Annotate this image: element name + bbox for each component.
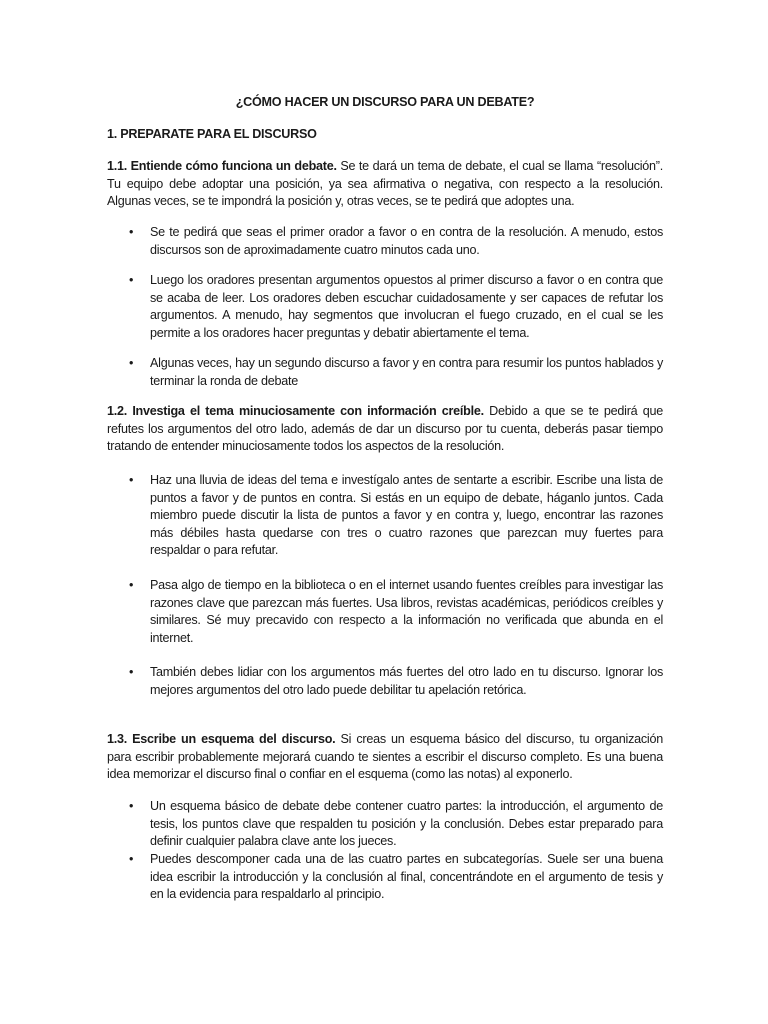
paragraph-1-2-lead: 1.2. Investiga el tema minuciosamente con información creíble. [107, 404, 484, 418]
bullet-glyph: • [129, 473, 134, 487]
bullet-glyph: • [129, 665, 134, 679]
bullet-list-1-2 [107, 472, 663, 560]
list-item [107, 355, 663, 390]
list-item [107, 664, 663, 699]
paragraph-1-3 [107, 731, 663, 784]
bullet-glyph: • [129, 273, 134, 287]
list-item [107, 798, 663, 851]
bullet-glyph: • [129, 799, 134, 813]
list-item [107, 224, 663, 259]
list-item-text: Un esquema básico de debate debe contener cuatro partes: la introducción, el argumento de tesis, los puntos clave que respalden tu posición y la conclusión. Debes estar preparado para definir cualquier palabra clave ante los jueces. [150, 799, 663, 848]
paragraph-1-2 [107, 403, 663, 456]
list-item-text: Se te pedirá que seas el primer orador a favor o en contra de la resolución. A menudo, estos discursos son de aproximadamente cuatro minutos cada uno. [150, 225, 663, 257]
list-item [107, 272, 663, 342]
section-heading-1: 1. PREPARATE PARA EL DISCURSO [107, 127, 317, 141]
paragraph-1-1-lead: 1.1. Entiende cómo funciona un debate. [107, 159, 337, 173]
paragraph-1-1 [107, 158, 663, 211]
page-title: ¿CÓMO HACER UN DISCURSO PARA UN DEBATE? [235, 95, 535, 109]
paragraph-1-3-lead: 1.3. Escribe un esquema del discurso. [107, 732, 336, 746]
list-item-text: También debes lidiar con los argumentos más fuertes del otro lado en tu discurso. Ignorar los mejores argumentos del otro lado puede debilitar tu apelación retórica. [150, 665, 663, 697]
bullet-glyph: • [129, 578, 134, 592]
bullet-list-1-2b [107, 577, 663, 647]
bullet-glyph: • [129, 852, 134, 866]
bullet-list-1-1c [107, 355, 663, 390]
paragraph-1-2-text: Debido a que se te pedirá que refutes los argumentos del otro lado, además de dar un discurso por tu cuenta, deberás pasar tiempo tratando de entender minuciosamente todos los aspectos de la resolución. [107, 404, 663, 453]
list-item-text: Luego los oradores presentan argumentos opuestos al primer discurso a favor o en contra que se acaba de leer. Los oradores deben escuchar cuidadosamente y ser capaces de refutar los argumentos. A menudo, hay segmentos que involucran el fuego cruzado, en el cual se les permite a los oradores hacer preguntas y debatir abiertamente el tema. [150, 273, 663, 340]
list-item [107, 472, 663, 560]
bullet-glyph: • [129, 225, 134, 239]
list-item-text: Pasa algo de tiempo en la biblioteca o en el internet usando fuentes creíbles para investigar las razones clave que parezcan más fuertes. Usa libros, revistas académicas, periódicos creíbles y similares. Sé muy precavido con respecto a la información no verificada que abunda en el internet. [150, 578, 663, 645]
list-item [107, 851, 663, 904]
bullet-list-1-1 [107, 224, 663, 259]
bullet-list-1-1b [107, 272, 663, 342]
list-item-text: Algunas veces, hay un segundo discurso a favor y en contra para resumir los puntos hablados y terminar la ronda de debate [150, 356, 663, 388]
list-item-text: Haz una lluvia de ideas del tema e investígalo antes de sentarte a escribir. Escribe una lista de puntos a favor y de puntos en contra. Si estás en un equipo de debate, háganlo juntos. Cada miembro puede discutir la lista de puntos a favor y en contra y, luego, encontrar las razones más débiles hasta quedarse con tres o cuatro razones que parezcan muy fuertes para respaldar o para refutar. [150, 473, 663, 557]
bullet-list-1-3 [107, 798, 663, 851]
list-item [107, 577, 663, 647]
paragraph-1-1-text: Se te dará un tema de debate, el cual se llama “resolución”. Tu equipo debe adoptar una posición, ya sea afirmativa o negativa, con respecto a la resolución. Algunas veces, se te impondrá la posición y, otras veces, se te pedirá que adoptes una. [107, 159, 663, 208]
bullet-list-1-3b [107, 851, 663, 904]
bullet-list-1-2c [107, 664, 663, 699]
list-item-text: Puedes descomponer cada una de las cuatro partes en subcategorías. Suele ser una buena idea escribir la introducción y la conclusión al final, concentrándote en el argumento de tesis y en la evidencia para respaldarlo al principio. [150, 852, 663, 901]
paragraph-1-3-text: Si creas un esquema básico del discurso, tu organización para escribir probablemente mejorará cuando te sientes a escribir el discurso completo. Es una buena idea memorizar el discurso final o confiar en el esquema (como las notas) al exponerlo. [107, 732, 663, 781]
bullet-glyph: • [129, 356, 134, 370]
